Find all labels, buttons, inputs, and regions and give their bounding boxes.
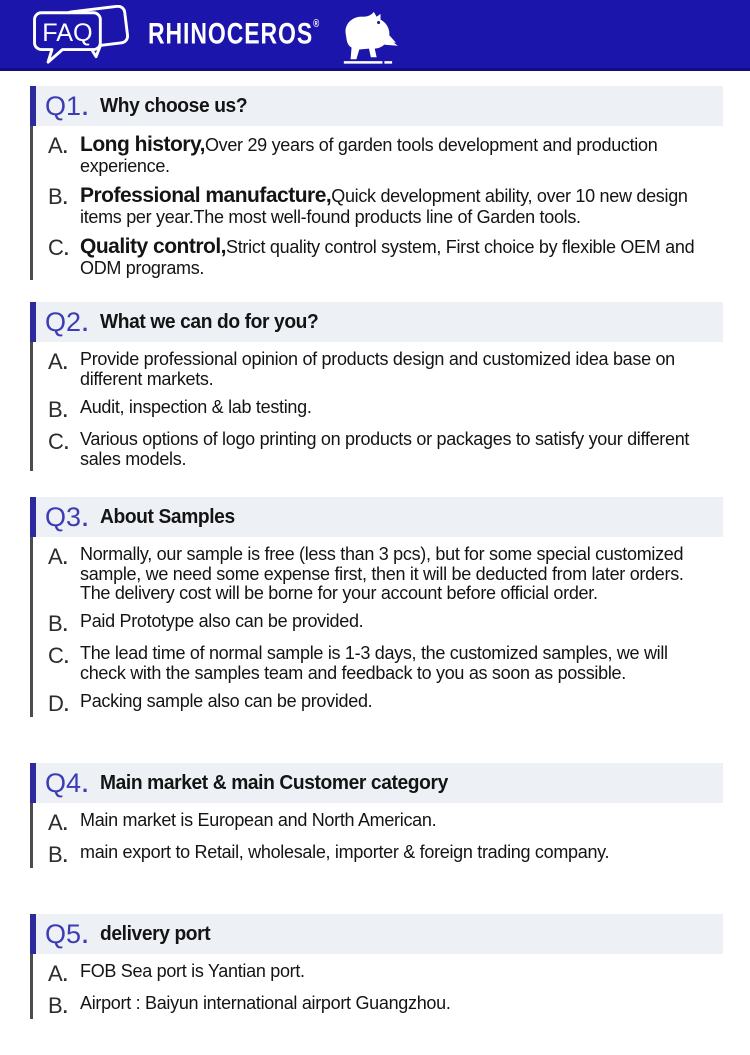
answer-row [33,692,723,715]
answer-row [33,811,723,834]
answer-text: Normally, our sample is free (less than 3 pcs), but for some special customized sample, we need some expense first, then it will be deducted from later orders. The delivery cost will be borne for your account before official order. [80,544,684,603]
question-number: Q2 [45,306,82,337]
answer-letter: A. [48,810,68,836]
section-header-q2 [30,302,723,342]
answer-row [33,545,723,603]
faq-section-q4 [30,763,723,868]
answers-q3 [30,537,723,717]
section-header-q1 [30,86,723,126]
faq-section-q2 [30,302,723,471]
answer-letter: B. [48,397,68,423]
answer-row [33,134,723,176]
question-title: What we can do for you? [100,311,319,334]
question-title: About Samples [100,506,235,529]
answer-letter: A. [48,133,68,158]
question-number: Q3 [45,501,82,532]
answer-row [33,350,723,389]
faq-label: FAQ [42,18,93,47]
answer-text: Packing sample also can be provided. [80,691,373,712]
answer-letter: B. [48,184,68,210]
answer-row [33,398,723,421]
answer-letter: C. [48,429,69,455]
faq-section-q5 [30,914,723,1019]
section-header-q3 [30,497,723,537]
question-dot: . [82,772,89,798]
answers-q4 [30,803,723,868]
answer-text: Quality control,Strict quality control system, First choice by flexible OEM and ODM programs. [80,235,695,278]
faq-section-q1 [30,86,723,280]
answer-letter: B. [48,611,68,637]
answer-row [33,962,723,985]
answer-letter: D. [48,691,69,717]
brand-logo-text: RHINOCEROS® [148,16,320,50]
brand-banner [0,0,750,71]
rhino-icon [336,9,398,65]
answer-text: FOB Sea port is Yantian port. [80,961,305,982]
answer-text: Paid Prototype also can be provided. [80,611,364,632]
question-dot: . [82,311,89,337]
answer-row [33,430,723,469]
answer-text: Airport : Baiyun international airport Guangzhou. [80,993,451,1014]
answer-row [33,236,723,278]
answer-text: Main market is European and North American. [80,810,437,831]
answer-text: main export to Retail, wholesale, importer & foreign trading company. [80,842,610,863]
answer-text: Professional manufacture,Quick development ability, over 10 new design items per year.The most well-found products line of Garden tools. [80,184,688,227]
section-header-q5 [30,914,723,954]
registered-mark: ® [313,16,320,29]
answer-row [33,994,723,1017]
answer-letter: B. [48,842,68,868]
faq-speech-bubble-icon [26,5,134,65]
answer-text: Various options of logo printing on products or packages to satisfy your different sales models. [80,429,690,469]
answer-row [33,843,723,866]
answer-row [33,644,723,683]
answer-letter: C. [48,235,69,261]
faq-section-q3 [30,497,723,717]
answer-text: The lead time of normal sample is 1-3 days, the customized samples, we will check with the samples team and feedback to you as soon as possible. [80,643,668,683]
question-dot: . [82,506,89,532]
answer-letter: A. [48,349,68,375]
answer-text: Audit, inspection & lab testing. [80,397,312,418]
answer-row [33,185,723,227]
answers-q5 [30,954,723,1019]
question-title: Why choose us? [100,95,248,117]
question-title: Main market & main Customer category [100,772,449,795]
answer-letter: B. [48,993,68,1019]
answers-q2 [30,342,723,471]
answer-letter: A. [48,961,68,987]
question-number: Q1 [45,90,82,121]
answer-letter: C. [48,643,69,669]
question-dot: . [82,923,89,949]
question-title: delivery port [100,923,211,946]
answer-row [33,612,723,635]
section-header-q4 [30,763,723,803]
answer-text: Provide professional opinion of products design and customized idea base on different markets. [80,349,675,389]
answer-letter: A. [48,544,68,570]
answer-text: Long history,Over 29 years of garden tools development and production experience. [80,133,658,176]
question-number: Q5 [45,918,82,949]
question-number: Q4 [45,767,82,798]
answers-q1 [30,126,723,280]
question-dot: . [82,95,89,120]
